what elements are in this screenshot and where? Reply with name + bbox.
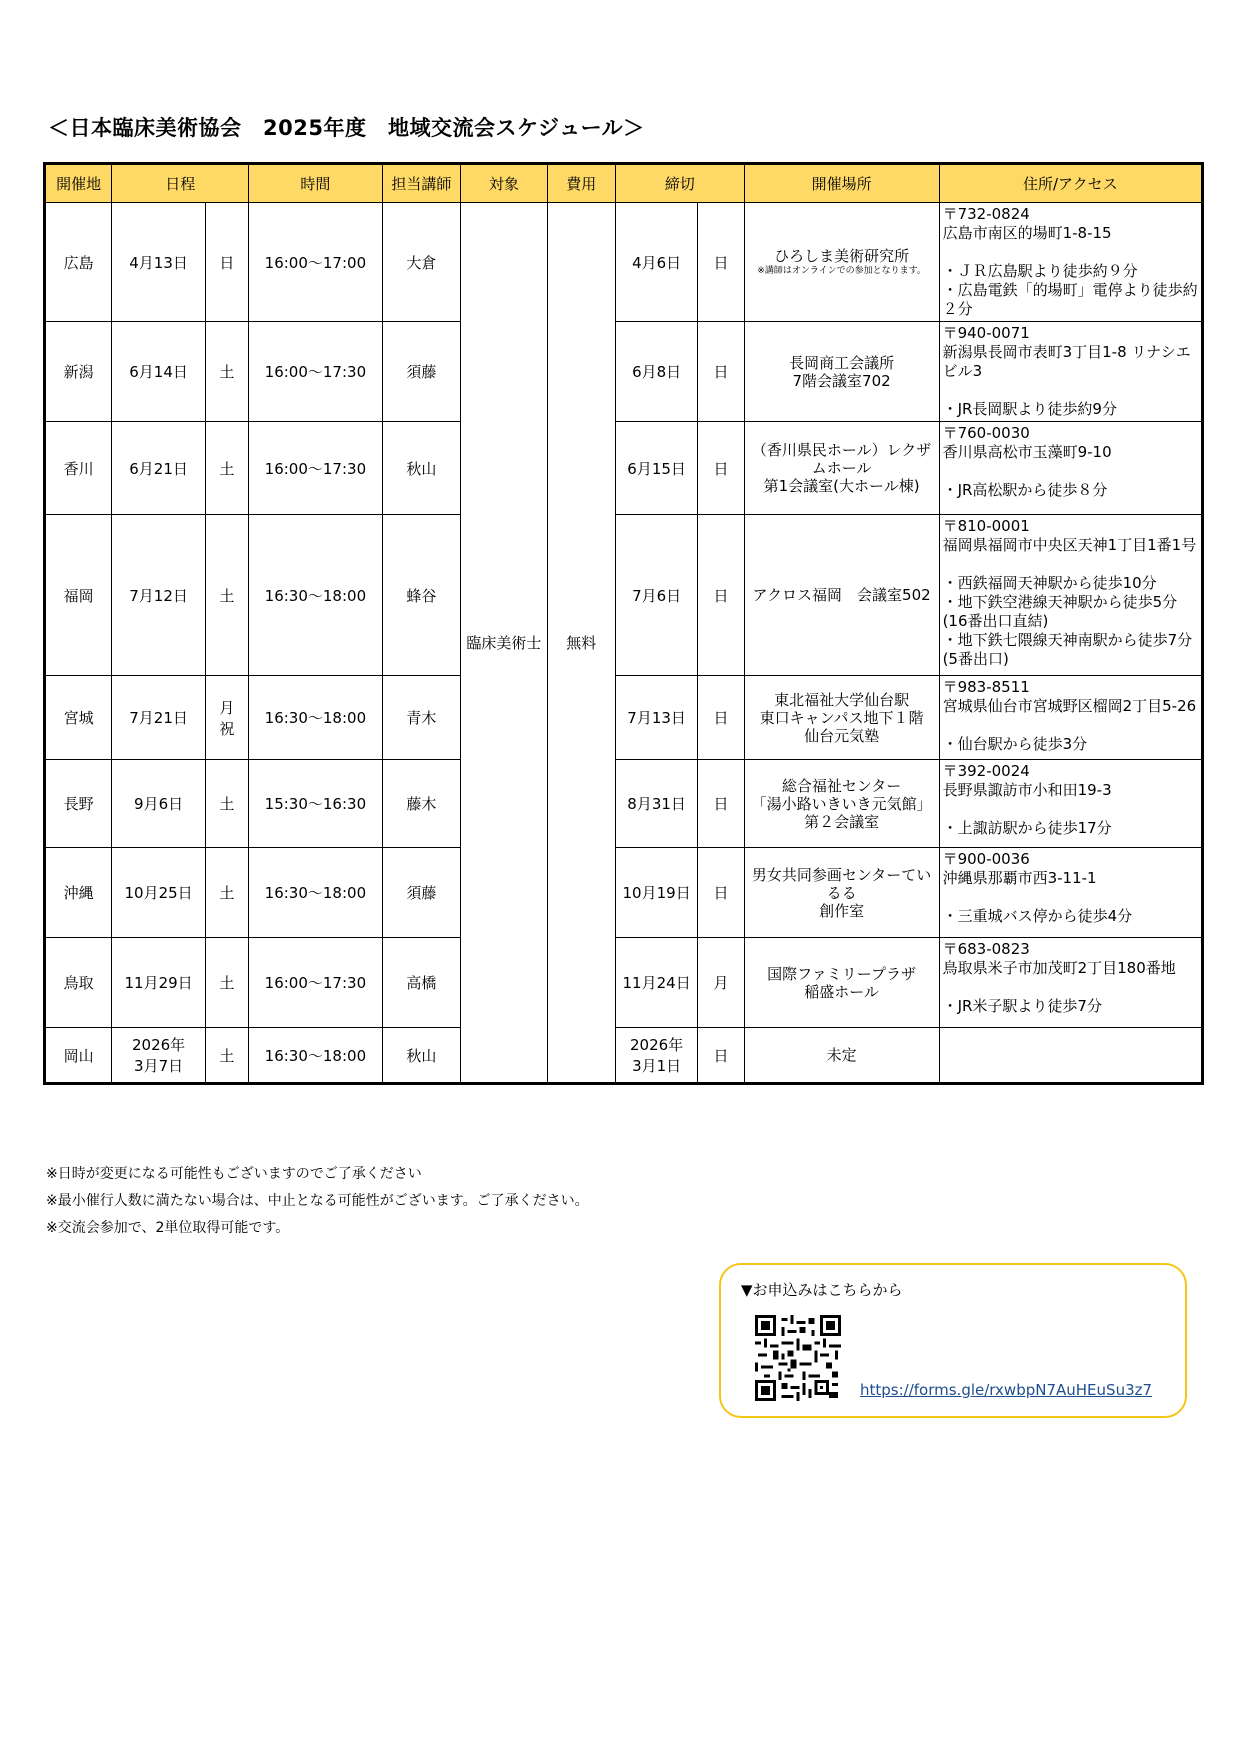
address-line (943, 555, 1198, 574)
venue-name: 男女共同参画センターているる 創作室 (751, 865, 932, 920)
target-cell: 臨床美術士 (461, 203, 547, 1084)
dow-cell: 土 (205, 422, 248, 515)
venue-note: ※講師はオンラインでの参加となります。 (757, 266, 926, 276)
venue-name: 総合福祉センター 「湯小路いきいき元気館」 第２会議室 (751, 776, 932, 831)
header-time: 時間 (249, 164, 383, 203)
address-cell (939, 848, 1202, 938)
venue-cell (744, 938, 939, 1028)
table-row (45, 676, 1203, 760)
deadline-dow-cell: 日 (698, 422, 744, 515)
address-line: 〒732-0824 (942, 205, 1030, 223)
header-instructor: 担当講師 (382, 164, 460, 203)
area-cell: 福岡 (45, 515, 112, 676)
date-cell: 10月25日 (112, 848, 205, 938)
instructor-cell: 秋山 (382, 422, 460, 515)
address-line: 〒900-0036 (942, 850, 1030, 868)
address-cell (939, 676, 1202, 760)
venue-cell (744, 760, 939, 848)
header-target: 対象 (461, 164, 547, 203)
address-cell (939, 203, 1202, 322)
table-row (45, 1028, 1203, 1084)
date-cell: 6月14日 (112, 322, 205, 422)
notes (46, 1161, 589, 1242)
address-line: 沖縄県那覇市西3-11-1 (942, 869, 1097, 887)
address-line: ・地下鉄七隈線天神南駅から徒歩7分(5番出口) (942, 631, 1193, 668)
schedule-table (43, 162, 1204, 1085)
address-line: ・JR高松駅から徒歩８分 (942, 481, 1108, 499)
address-line: ・地下鉄空港線天神駅から徒歩5分(16番出口直結) (942, 593, 1178, 630)
address-line: 〒810-0001 (942, 517, 1030, 535)
date-cell: 6月21日 (112, 422, 205, 515)
time-cell: 16:00～17:30 (249, 422, 383, 515)
date-cell: 7月21日 (112, 676, 205, 760)
address-line (943, 381, 1198, 400)
address-line: 鳥取県米子市加茂町2丁目180番地 (942, 959, 1176, 977)
venue-cell (744, 422, 939, 515)
time-cell: 15:30～16:30 (249, 760, 383, 848)
dow-cell: 土 (205, 322, 248, 422)
instructor-cell: 蜂谷 (382, 515, 460, 676)
address-line: ・JR米子駅より徒歩7分 (942, 997, 1102, 1015)
area-cell: 岡山 (45, 1028, 112, 1084)
table-row (45, 422, 1203, 515)
address-cell (939, 515, 1202, 676)
address-line: ・西鉄福岡天神駅から徒歩10分 (942, 574, 1157, 592)
venue-name: （香川県民ホール）レクザムホール 第1会議室(大ホール棟) (751, 441, 932, 495)
table-row (45, 515, 1203, 676)
apply-box (719, 1263, 1187, 1418)
deadline-cell: 6月8日 (615, 322, 697, 422)
address-line: ・ＪＲ広島駅より徒歩約９分 (942, 262, 1138, 280)
venue-name: 未定 (826, 1046, 857, 1064)
venue-cell (744, 515, 939, 676)
address-line: 〒392-0024 (942, 762, 1030, 780)
address-line (943, 462, 1198, 481)
time-cell: 16:30～18:00 (249, 848, 383, 938)
instructor-cell: 須藤 (382, 322, 460, 422)
note-item: ※最小催行人数に満たない場合は、中止となる可能性がございます。ご了承ください。 (46, 1193, 589, 1209)
apply-link[interactable]: https://forms.gle/rxwbpN7AuHEuSu3z7 (860, 1381, 1153, 1399)
header-address: 住所/アクセス (939, 164, 1202, 203)
header-deadline: 締切 (615, 164, 744, 203)
dow-cell: 土 (205, 515, 248, 676)
header-venue: 開催場所 (744, 164, 939, 203)
deadline-dow-cell: 日 (698, 760, 744, 848)
date-cell: 4月13日 (112, 203, 205, 322)
table-row (45, 322, 1203, 422)
header-area: 開催地 (45, 164, 112, 203)
address-line: 広島市南区的場町1-8-15 (942, 224, 1112, 242)
address-cell (939, 422, 1202, 515)
page-title: ＜日本臨床美術協会 2025年度 地域交流会スケジュール＞ (48, 116, 645, 140)
instructor-cell: 須藤 (382, 848, 460, 938)
table-row (45, 938, 1203, 1028)
date-cell: 7月12日 (112, 515, 205, 676)
address-line: 宮城県仙台市宮城野区榴岡2丁目5-26 (942, 697, 1197, 715)
venue-cell (744, 322, 939, 422)
venue-name: 国際ファミリープラザ 稲盛ホール (767, 964, 917, 1001)
table-row (45, 848, 1203, 938)
dow-cell: 土 (205, 760, 248, 848)
deadline-dow-cell: 日 (698, 676, 744, 760)
time-cell: 16:30～18:00 (249, 1028, 383, 1084)
area-cell: 長野 (45, 760, 112, 848)
note-item: ※交流会参加で、2単位取得可能です。 (46, 1220, 290, 1236)
address-line: ・上諏訪駅から徒歩17分 (942, 819, 1112, 837)
header-row (45, 164, 1203, 203)
deadline-cell: 7月6日 (615, 515, 697, 676)
address-cell (939, 760, 1202, 848)
time-cell: 16:30～18:00 (249, 515, 383, 676)
venue-name: アクロス福岡 会議室502 (752, 586, 931, 604)
venue-cell (744, 1028, 939, 1084)
address-line (943, 800, 1198, 819)
instructor-cell: 藤木 (382, 760, 460, 848)
venue-cell (744, 848, 939, 938)
address-line: 〒983-8511 (942, 678, 1030, 696)
dow-cell: 土 (205, 1028, 248, 1084)
address-line: 〒760-0030 (942, 424, 1030, 442)
header-fee: 費用 (547, 164, 615, 203)
deadline-dow-cell: 日 (698, 515, 744, 676)
deadline-cell: 2026年 3月1日 (615, 1028, 697, 1084)
address-cell (939, 1028, 1202, 1084)
address-line: 〒940-0071 (942, 324, 1030, 342)
table-row (45, 203, 1203, 322)
apply-label: ▼お申込みはこちらから (741, 1281, 903, 1299)
area-cell: 沖縄 (45, 848, 112, 938)
address-line: 香川県高松市玉藻町9-10 (942, 443, 1112, 461)
header-date: 日程 (112, 164, 249, 203)
table-row (45, 760, 1203, 848)
area-cell: 宮城 (45, 676, 112, 760)
venue-cell (744, 676, 939, 760)
dow-cell: 月 祝 (205, 676, 248, 760)
address-line: ・広島電鉄「的場町」電停より徒歩約２分 (942, 281, 1198, 318)
address-line (943, 243, 1198, 262)
time-cell: 16:00～17:30 (249, 322, 383, 422)
venue-cell (744, 203, 939, 322)
address-line: ・三重城バス停から徒歩4分 (942, 907, 1133, 925)
note-item: ※日時が変更になる可能性もございますのでご了承ください (46, 1166, 422, 1182)
address-line (943, 888, 1198, 907)
address-line: 長野県諏訪市小和田19-3 (942, 781, 1112, 799)
address-line: 〒683-0823 (942, 940, 1030, 958)
time-cell: 16:00～17:00 (249, 203, 383, 322)
instructor-cell: 高橋 (382, 938, 460, 1028)
deadline-cell: 6月15日 (615, 422, 697, 515)
deadline-cell: 11月24日 (615, 938, 697, 1028)
time-cell: 16:30～18:00 (249, 676, 383, 760)
time-cell: 16:00～17:30 (249, 938, 383, 1028)
area-cell: 香川 (45, 422, 112, 515)
instructor-cell: 大倉 (382, 203, 460, 322)
address-cell (939, 938, 1202, 1028)
deadline-dow-cell: 日 (698, 203, 744, 322)
fee-cell: 無料 (547, 203, 615, 1084)
dow-cell: 土 (205, 848, 248, 938)
instructor-cell: 秋山 (382, 1028, 460, 1084)
date-cell: 11月29日 (112, 938, 205, 1028)
deadline-dow-cell: 月 (698, 938, 744, 1028)
deadline-cell: 4月6日 (615, 203, 697, 322)
deadline-cell: 8月31日 (615, 760, 697, 848)
instructor-cell: 青木 (382, 676, 460, 760)
address-line: 新潟県長岡市表町3丁目1-8 リナシエビル3 (942, 343, 1191, 380)
address-line: 福岡県福岡市中央区天神1丁目1番1号 (942, 536, 1197, 554)
deadline-dow-cell: 日 (698, 1028, 744, 1084)
dow-cell: 日 (205, 203, 248, 322)
area-cell: 新潟 (45, 322, 112, 422)
dow-cell: 土 (205, 938, 248, 1028)
deadline-dow-cell: 日 (698, 848, 744, 938)
address-cell (939, 322, 1202, 422)
address-line (943, 978, 1198, 997)
venue-name: 東北福祉大学仙台駅 東口キャンパス地下１階 仙台元気塾 (759, 690, 924, 745)
date-cell: 9月6日 (112, 760, 205, 848)
area-cell: 広島 (45, 203, 112, 322)
qr-code-icon[interactable] (755, 1315, 841, 1401)
venue-name: ひろしま美術研究所 (774, 247, 910, 265)
date-cell: 2026年 3月7日 (112, 1028, 205, 1084)
deadline-dow-cell: 日 (698, 322, 744, 422)
address-line: ・JR長岡駅より徒歩約9分 (942, 400, 1117, 418)
address-line: ・仙台駅から徒歩3分 (942, 735, 1088, 753)
area-cell: 鳥取 (45, 938, 112, 1028)
address-line (943, 716, 1198, 735)
venue-name: 長岡商工会議所 7階会議室702 (789, 353, 895, 390)
deadline-cell: 10月19日 (615, 848, 697, 938)
deadline-cell: 7月13日 (615, 676, 697, 760)
